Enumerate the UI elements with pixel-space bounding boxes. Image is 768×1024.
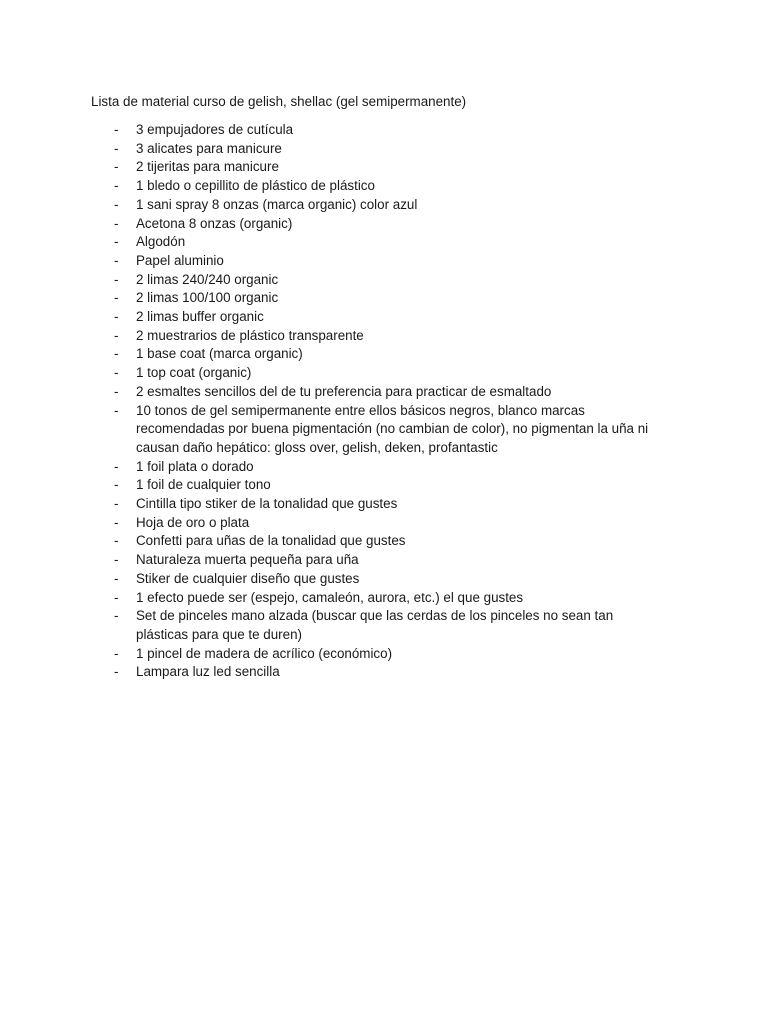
list-item-text: 1 foil de cualquier tono <box>136 477 271 493</box>
list-bullet: - <box>114 196 119 212</box>
list-bullet: - <box>114 402 119 418</box>
list-item <box>0 607 768 644</box>
list-item-text: Hoja de oro o plata <box>136 514 250 530</box>
list-bullet: - <box>114 365 119 381</box>
list-item <box>0 177 768 196</box>
list-item <box>0 289 768 308</box>
list-item-text: 1 efecto puede ser (espejo, camaleón, aurora, etc.) el que gustes <box>136 589 524 605</box>
list-bullet: - <box>114 140 119 156</box>
list-item <box>0 383 768 402</box>
list-item <box>0 196 768 215</box>
list-item <box>0 121 768 140</box>
list-item-text: 1 base coat (marca organic) <box>136 346 303 362</box>
list-item-text: 1 foil plata o dorado <box>136 458 254 474</box>
list-item-text: Confetti para uñas de la tonalidad que gustes <box>136 533 406 549</box>
list-item <box>0 514 768 533</box>
list-item-text: 3 empujadores de cutícula <box>136 122 294 137</box>
list-item <box>0 140 768 159</box>
list-bullet: - <box>114 252 119 268</box>
list-bullet: - <box>114 271 119 287</box>
list-item <box>0 589 768 608</box>
list-item-text: Set de pinceles mano alzada (buscar que las cerdas de los pinceles no sean tan plásticas para que te duren) <box>136 608 614 642</box>
list-item <box>0 663 768 682</box>
list-item <box>0 252 768 271</box>
list-item-text: 2 limas 100/100 organic <box>136 290 279 306</box>
list-bullet: - <box>114 327 119 343</box>
list-bullet: - <box>114 122 119 137</box>
list-item-text: 2 esmaltes sencillos del de tu preferencia para practicar de esmaltado <box>136 383 552 399</box>
list-bullet: - <box>114 458 119 474</box>
list-bullet: - <box>114 477 119 493</box>
list-item <box>0 345 768 364</box>
list-item <box>0 364 768 383</box>
list-bullet: - <box>114 533 119 549</box>
list-item-text: 2 muestrarios de plástico transparente <box>136 327 364 343</box>
list-bullet: - <box>114 159 119 175</box>
list-item-text: Algodón <box>136 234 186 250</box>
list-item-text: 3 alicates para manicure <box>136 140 282 156</box>
list-item <box>0 551 768 570</box>
list-item-text: 1 sani spray 8 onzas (marca organic) color azul <box>136 196 418 212</box>
list-bullet: - <box>114 645 119 661</box>
list-bullet: - <box>114 496 119 512</box>
list-item <box>0 645 768 664</box>
list-item-text: Cintilla tipo stiker de la tonalidad que gustes <box>136 496 398 512</box>
list-item <box>0 233 768 252</box>
list-item <box>0 476 768 495</box>
material-list <box>0 121 768 682</box>
list-item <box>0 458 768 477</box>
list-bullet: - <box>114 664 119 680</box>
list-bullet: - <box>114 290 119 306</box>
list-item <box>0 495 768 514</box>
list-item-text: 1 pincel de madera de acrílico (económico) <box>136 645 393 661</box>
list-item <box>0 327 768 346</box>
list-item <box>0 402 768 458</box>
list-bullet: - <box>114 608 119 624</box>
list-item-text: 2 tijeritas para manicure <box>136 159 279 175</box>
list-bullet: - <box>114 309 119 325</box>
list-item-text: Stiker de cualquier diseño que gustes <box>136 570 360 586</box>
list-item-text: 1 top coat (organic) <box>136 365 252 381</box>
list-item-text: Acetona 8 onzas (organic) <box>136 215 293 231</box>
list-item-text: 2 limas buffer organic <box>136 309 264 325</box>
list-item <box>0 570 768 589</box>
list-bullet: - <box>114 589 119 605</box>
list-item <box>0 532 768 551</box>
document-title: Lista de material curso de gelish, shellac (gel semipermanente) <box>91 94 467 109</box>
list-item <box>0 215 768 234</box>
list-item-text: 1 bledo o cepillito de plástico de plástico <box>136 178 375 194</box>
list-bullet: - <box>114 178 119 194</box>
list-bullet: - <box>114 383 119 399</box>
list-bullet: - <box>114 552 119 568</box>
list-bullet: - <box>114 215 119 231</box>
list-bullet: - <box>114 514 119 530</box>
list-item-text: Lampara luz led sencilla <box>136 664 280 680</box>
list-item <box>0 271 768 290</box>
list-item-text: 10 tonos de gel semipermanente entre ellos básicos negros, blanco marcas recomendadas por buena pigmentación (no cambian de color), no pigmentan la uña ni causan daño hepático: gloss over, gelish, deken, profantastic <box>136 402 649 455</box>
list-item <box>0 158 768 177</box>
list-item <box>0 308 768 327</box>
list-item-text: Naturaleza muerta pequeña para uña <box>136 552 359 568</box>
list-item-text: 2 limas 240/240 organic <box>136 271 279 287</box>
list-bullet: - <box>114 234 119 250</box>
list-bullet: - <box>114 570 119 586</box>
list-item-text: Papel aluminio <box>136 252 224 268</box>
list-bullet: - <box>114 346 119 362</box>
